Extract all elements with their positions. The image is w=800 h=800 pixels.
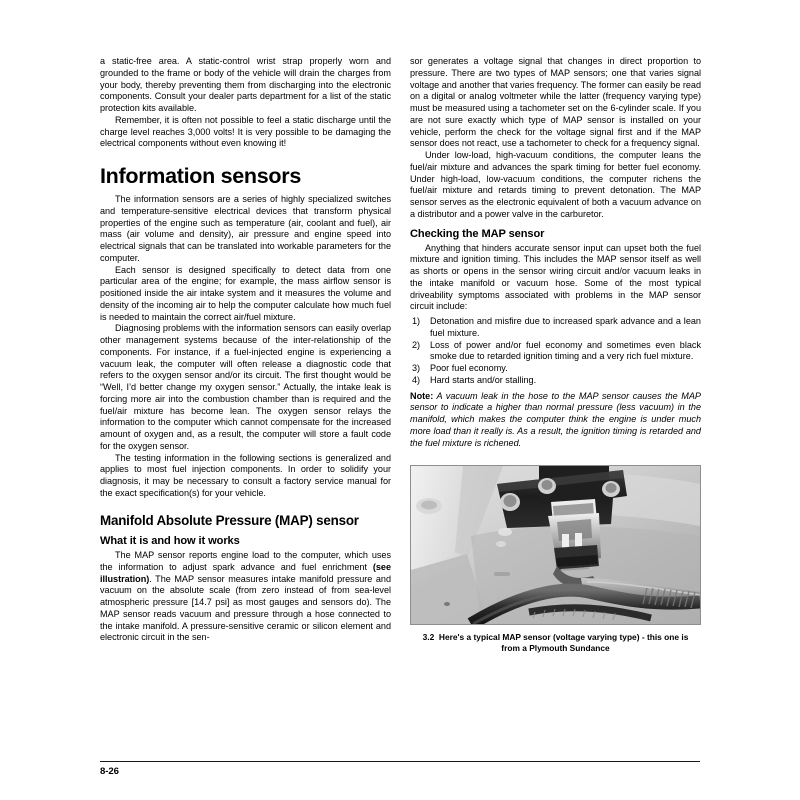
heading-what-it-is-and-how-it-works: What it is and how it works	[100, 535, 240, 547]
list-item	[410, 363, 701, 375]
list-item-number: 2)	[412, 339, 421, 350]
note-block	[410, 391, 701, 450]
paragraph-load-conditions: Under low-load, high-vacuum conditions, the computer leans the fuel/air mixture and advances the spark timing for better fuel economy. Under high-load, low-vacuum conditions, the computer richens the fuel/air mixture and retards timing to prevent detonation. The MAP sensor serves as the electronic equivalent of both a vacuum advance on a distributor and a power valve in the carburetor.	[410, 150, 701, 219]
paragraph-sensor-input-symptoms: Anything that hinders accurate sensor input can upset both the fuel mixture and ignition timing. This includes the MAP sensor itself as well as shorts or opens in the sensor wiring circuit and/or vacuum leaks in the intake manifold or vacuum hose. Some of the most typical driveability symptoms associated with problems in the MAP sensor circuit include:	[410, 242, 701, 312]
figure-caption-number: 3.2	[422, 632, 435, 643]
paragraph-diagnosing-problems: Diagnosing problems with the information sensors can easily overlap other management systems because of the inter-relationship of the components. For instance, if a fuel-injected engine is experiencing a vacuum leak, the computer will often release a diagnostic code that refers to the oxygen sensor and/or its circuit. The first thought would be “Well, I’d better change my oxygen sensor.” Actually, the intake leak is forcing more air into the combustion chamber than is required and the fuel/air mixture has become lean. The oxygen sensor relays the information to the computer which cannot compensate for the increased amount of oxygen and, as a result, the computer will store a fault code for the oxygen sensor.	[100, 323, 391, 451]
paragraph-sensors-overview: The information sensors are a series of highly specialized switches and temperature-sensitive electrical devices that transform physical properties of the engine such as temperature (air, coolant and fuel), air mass (air volume and density), air pressure and engine speed into electrical signals that can be translated into workable parameters for the computer.	[100, 194, 391, 263]
list-item-number: 4)	[412, 374, 421, 385]
right-column	[410, 56, 701, 653]
heading-manifold-absolute-pressure-sensor: Manifold Absolute Pressure (MAP) sensor	[100, 512, 359, 528]
paragraph-map-sensor-description	[100, 550, 391, 644]
list-item-text: Poor fuel economy.	[430, 363, 508, 373]
paragraph-voltage-signal: sor generates a voltage signal that changes in direct proportion to pressure. There are two types of MAP sensors; one that varies signal voltage and another that varies frequency. The former can easily be read on a digital or analog voltmeter while the latter (frequency varying type) must be measured using a tachometer set on the 6-cylinder scale. If you are not sure exactly which type of MAP sensor is installed on your vehicle, perform the check for the voltage signal first and if the MAP sensor does not react, use a tachometer to check for a frequency signal.	[410, 56, 701, 149]
list-item	[410, 375, 701, 387]
note-text: A vacuum leak in the hose to the MAP sensor causes the MAP sensor to indicate a higher than normal pressure (less vacuum) in the manifold, which makes the computer think the engine is under much more load than it really is. As a result, the ignition timing is retarded and the fuel mixture is richened.	[410, 390, 701, 448]
heading-information-sensors: Information sensors	[100, 164, 301, 188]
two-column-layout	[100, 56, 700, 653]
map-description-part-one: The MAP sensor reports engine load to the computer, which uses the information to adjust spark advance and fuel enrichment	[100, 550, 391, 572]
map-description-part-two: . The MAP sensor measures intake manifold pressure and vacuum on the absolute scale (from zero instead of from sea-level atmospheric pressure [14.7 psi] as most gauges and sensors do). The MAP sensor reads vacuum and pressure through a hose connected to the intake manifold. A pressure-sensitive ceramic or silicon element and electronic circuit in the sen-	[100, 573, 391, 643]
list-item-number: 3)	[412, 363, 421, 373]
paragraph-static-discharge: Remember, it is often not possible to feel a static discharge until the charge level reaches 3,000 volts! It is very possible to be damaging the electrical components without even knowing it!	[100, 114, 391, 149]
symptom-list	[410, 316, 701, 387]
see-illustration-reference: (see illustration)	[100, 561, 391, 584]
footer-divider	[100, 761, 700, 762]
list-item	[410, 340, 701, 364]
list-item-text: Hard starts and/or stalling.	[430, 374, 537, 385]
paragraph-testing-information: The testing information in the following sections is generalized and applies to most fuel injection components. In order to solidify your diagnosis, it may be necessary to consult a factory service manual for the exact specification(s) for your vehicle.	[100, 452, 391, 498]
list-item-text: Detonation and misfire due to increased spark advance and a lean fuel mixture.	[430, 316, 701, 338]
figure-caption-text: Here's a typical MAP sensor (voltage varying type) - this one is from a Plymouth Sundance	[438, 632, 689, 653]
figure-caption	[410, 632, 701, 653]
list-item-number: 1)	[412, 316, 421, 326]
list-item	[410, 316, 701, 340]
paragraph-sensor-design: Each sensor is designed specifically to detect data from one particular area of the engine; for example, the mass airflow sensor is positioned inside the air intake system and it measures the volume and density of the incoming air to help the computer calculate how much fuel is needed to maintain the correct air/fuel mixture.	[100, 264, 391, 322]
list-item-text: Loss of power and/or fuel economy and sometimes even black smoke due to retarded ignition timing and a very rich fuel mixture.	[430, 339, 701, 362]
note-label: Note:	[410, 390, 434, 401]
page-number: 8-26	[100, 766, 119, 777]
map-sensor-photograph	[410, 465, 701, 625]
paragraph-static-free-area: a static-free area. A static-control wrist strap properly worn and grounded to the frame or body of the vehicle will drain the charges from your body, thereby preventing them from discharging into the electronic components. Consult your dealer parts department for a list of the static protection kits available.	[100, 56, 391, 113]
left-column	[100, 56, 391, 644]
figure-map-sensor	[410, 465, 701, 653]
heading-checking-the-map-sensor: Checking the MAP sensor	[410, 227, 545, 240]
map-sensor-photo-graphic	[411, 466, 700, 624]
